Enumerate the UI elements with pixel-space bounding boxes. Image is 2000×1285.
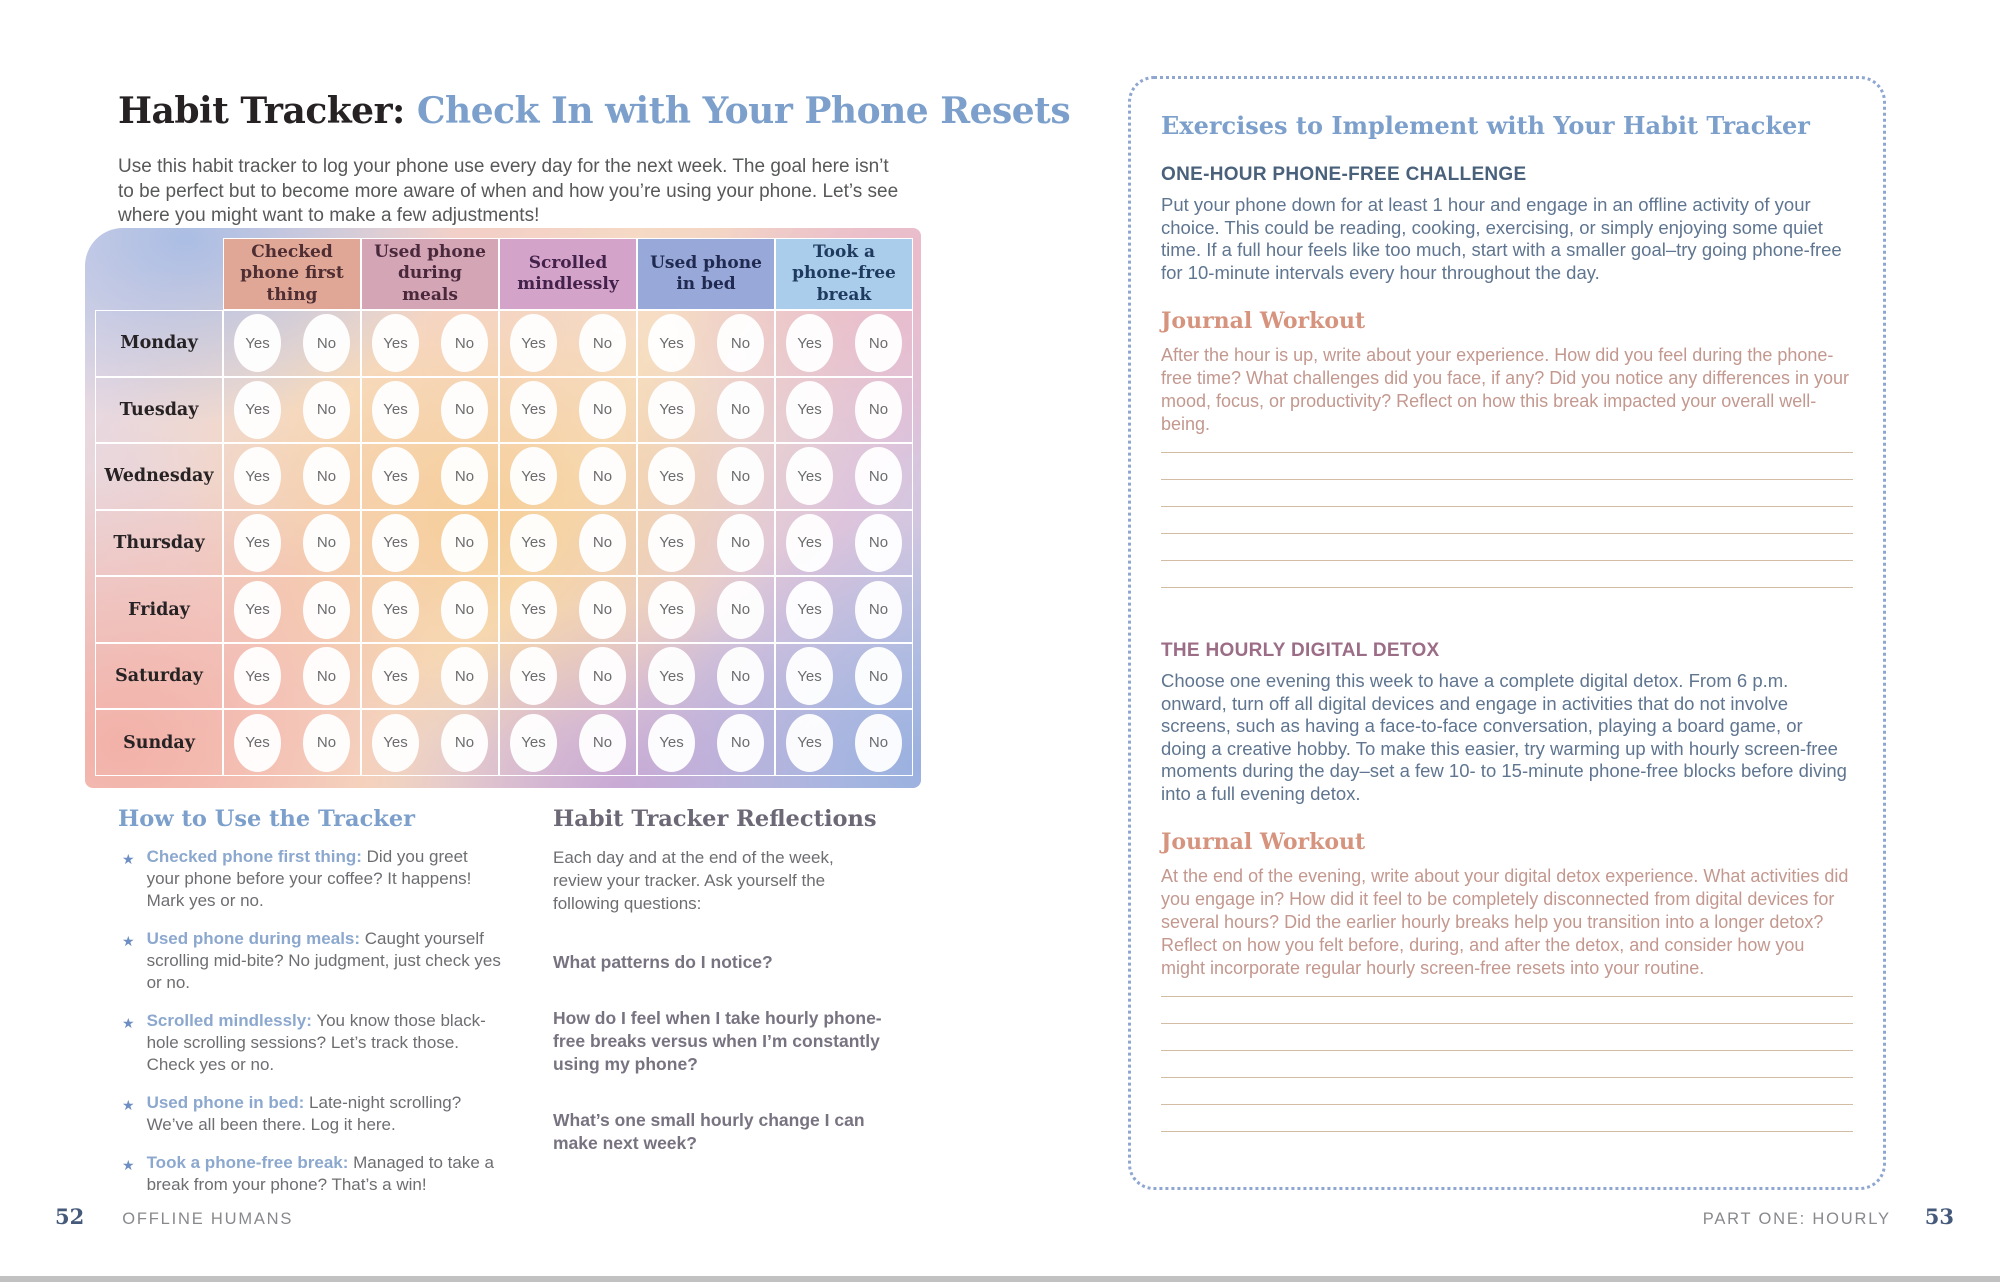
yes-option[interactable]: Yes (648, 314, 695, 372)
legend-label: Checked phone first thing: (146, 847, 362, 866)
yes-option[interactable]: Yes (372, 581, 419, 639)
legend-entry (147, 1092, 504, 1136)
legend-item (118, 928, 504, 994)
yes-option[interactable]: Yes (648, 514, 695, 572)
journal-line (1161, 1050, 1853, 1077)
star-icon: ★ (122, 1097, 135, 1113)
no-option[interactable]: No (717, 381, 764, 439)
tracker-cell (637, 310, 775, 377)
legend-item (118, 1010, 504, 1076)
book-title-footer: OFFLINE HUMANS (122, 1210, 294, 1228)
tracker-cell (223, 643, 361, 710)
legend-item (118, 1092, 504, 1136)
no-option[interactable]: No (717, 314, 764, 372)
title-prefix: Habit Tracker: (118, 90, 405, 133)
yes-option[interactable]: Yes (372, 314, 419, 372)
tracker-cell (223, 576, 361, 643)
tracker-cell (361, 709, 499, 776)
tracker-cell (361, 443, 499, 510)
tracker-cell (361, 377, 499, 444)
challenge-heading: THE HOURLY DIGITAL DETOX (1161, 640, 1440, 661)
legend-label: Took a phone-free break: (146, 1153, 349, 1172)
challenge-body: Put your phone down for at least 1 hour and engage in an offline activity of your choice. This could be reading, cooking, exercising, or simply enjoying some quiet time. If a full hour feels like too much, start with a smaller goal–try going phone-free for 10-minute intervals every hour throughout the day. (1161, 194, 1842, 283)
yes-option[interactable]: Yes (372, 381, 419, 439)
no-option[interactable]: No (855, 647, 902, 705)
no-option[interactable]: No (717, 714, 764, 772)
yes-option[interactable]: Yes (510, 647, 557, 705)
reflection-question: What patterns do I notice? (553, 952, 773, 972)
tracker-cell (637, 576, 775, 643)
no-option[interactable]: No (855, 514, 902, 572)
journal-line (1161, 1077, 1853, 1104)
legend-text: You know those black-hole scrolling sessions? Let’s track those. Check yes or no. (146, 1011, 486, 1074)
legend-text: Caught yourself scrolling mid-bite? No judgment, just check yes or no. (146, 929, 501, 992)
tracker-cell (499, 510, 637, 577)
journal-line (1161, 1023, 1853, 1050)
no-option[interactable]: No (855, 381, 902, 439)
no-option[interactable]: No (579, 447, 626, 505)
journal-line (1161, 479, 1853, 506)
journal-line (1161, 996, 1853, 1023)
yes-option[interactable]: Yes (786, 314, 833, 372)
journal-line (1161, 1104, 1853, 1131)
yes-option[interactable]: Yes (510, 714, 557, 772)
tracker-day-label: Tuesday (95, 377, 223, 444)
journal-lines (1161, 996, 1853, 1158)
tracker-cell (361, 643, 499, 710)
legend-entry (147, 1152, 504, 1196)
yes-option[interactable]: Yes (786, 647, 833, 705)
tracker-cell (361, 310, 499, 377)
legend-item (118, 1152, 504, 1196)
page-edge-strip (0, 1276, 2000, 1282)
tracker-grid (95, 238, 913, 776)
reflections-intro: Each day and at the end of the week, review your tracker. Ask yourself the following questions: (553, 848, 834, 913)
tracker-cell (361, 576, 499, 643)
legend-label: Used phone in bed: (146, 1093, 305, 1112)
journal-line (1161, 1131, 1853, 1158)
no-option[interactable]: No (441, 314, 488, 372)
legend-entry (147, 846, 504, 912)
title-highlight: Check In with Your Phone Resets (416, 90, 1071, 133)
yes-option[interactable]: Yes (234, 647, 281, 705)
star-icon: ★ (122, 1157, 135, 1173)
tracker-cell (499, 310, 637, 377)
tracker-cell (499, 643, 637, 710)
tracker-cell (775, 443, 913, 510)
yes-option[interactable]: Yes (234, 447, 281, 505)
yes-option[interactable]: Yes (510, 514, 557, 572)
reflections-heading: Habit Tracker Reflections (553, 806, 877, 832)
yes-option[interactable]: Yes (510, 447, 557, 505)
exercises-box (1128, 76, 1886, 1190)
tracker-cell (637, 510, 775, 577)
star-icon: ★ (122, 933, 135, 949)
no-option[interactable]: No (855, 714, 902, 772)
how-to-section (118, 806, 504, 1212)
yes-option[interactable]: Yes (786, 581, 833, 639)
journal-line (1161, 506, 1853, 533)
journal-lines (1161, 452, 1853, 614)
tracker-cell (223, 310, 361, 377)
tracker-corner-cell (95, 238, 223, 310)
tracker-cell (361, 510, 499, 577)
star-icon: ★ (122, 1015, 135, 1031)
yes-option[interactable]: Yes (648, 714, 695, 772)
tracker-day-label: Saturday (95, 643, 223, 710)
no-option[interactable]: No (717, 514, 764, 572)
no-option[interactable]: No (303, 514, 350, 572)
yes-option[interactable]: Yes (234, 381, 281, 439)
yes-option[interactable]: Yes (648, 647, 695, 705)
tracker-cell (499, 709, 637, 776)
no-option[interactable]: No (855, 447, 902, 505)
yes-option[interactable]: Yes (234, 514, 281, 572)
left-footer (55, 1204, 293, 1229)
journal-workout-heading: Journal Workout (1161, 829, 1366, 855)
no-option[interactable]: No (717, 581, 764, 639)
reflections-section (553, 806, 885, 1188)
tracker-column-header: Took a phone-free break (775, 238, 913, 310)
tracker-day-label: Sunday (95, 709, 223, 776)
tracker-cell (223, 510, 361, 577)
no-option[interactable]: No (441, 647, 488, 705)
journal-workout-heading: Journal Workout (1161, 308, 1366, 334)
yes-option[interactable]: Yes (786, 447, 833, 505)
star-icon: ★ (122, 851, 135, 867)
yes-option[interactable]: Yes (786, 381, 833, 439)
no-option[interactable]: No (441, 581, 488, 639)
yes-option[interactable]: Yes (372, 714, 419, 772)
legend-text: Managed to take a break from your phone? That’s a win! (146, 1153, 494, 1194)
tracker-cell (499, 377, 637, 444)
no-option[interactable]: No (303, 381, 350, 439)
tracker-column-header: Checked phone first thing (223, 238, 361, 310)
part-footer: PART ONE: HOURLY (1702, 1210, 1891, 1228)
yes-option[interactable]: Yes (648, 447, 695, 505)
reflection-question: What’s one small hourly change I can make next week? (553, 1110, 865, 1153)
reflection-questions (553, 951, 885, 1155)
yes-option[interactable]: Yes (372, 514, 419, 572)
legend-text: Late-night scrolling? We’ve all been there. Log it here. (146, 1093, 462, 1134)
no-option[interactable]: No (855, 314, 902, 372)
tracker-cell (775, 310, 913, 377)
tracker-cell (775, 510, 913, 577)
journal-line (1161, 533, 1853, 560)
no-option[interactable]: No (579, 381, 626, 439)
no-option[interactable]: No (855, 581, 902, 639)
yes-option[interactable]: Yes (372, 447, 419, 505)
tracker-cell (775, 643, 913, 710)
no-option[interactable]: No (717, 447, 764, 505)
exercises-sections (1161, 164, 1853, 1158)
tracker-cell (499, 576, 637, 643)
yes-option[interactable]: Yes (648, 581, 695, 639)
tracker-cell (775, 709, 913, 776)
legend-entry (147, 1010, 504, 1076)
tracker-cell (637, 709, 775, 776)
no-option[interactable]: No (579, 581, 626, 639)
yes-option[interactable]: Yes (372, 647, 419, 705)
exercises-heading: Exercises to Implement with Your Habit Tracker (1161, 111, 1810, 140)
no-option[interactable]: No (303, 314, 350, 372)
journal-line (1161, 587, 1853, 614)
intro-paragraph: Use this habit tracker to log your phone use every day for the next week. The goal here isn’t to be perfect but to become more aware of when and how you’re using your phone. Let’s see where you might want to make a few adjustments! (118, 156, 899, 226)
yes-option[interactable]: Yes (786, 514, 833, 572)
yes-option[interactable]: Yes (234, 314, 281, 372)
challenge-body: Choose one evening this week to have a complete digital detox. From 6 p.m. onward, turn off all digital devices and engage in activities that do not involve screens, such as having a face-to-face conversation, playing a board game, or doing a creative hobby. To make this easier, try warming up with hourly screen-free moments during the day–set a few 10- to 15-minute phone-free blocks before diving into a full evening detox. (1161, 670, 1847, 804)
no-option[interactable]: No (717, 647, 764, 705)
tracker-column-header: Used phone during meals (361, 238, 499, 310)
legend-text: Did you greet your phone before your coffee? It happens! Mark yes or no. (146, 847, 472, 910)
no-option[interactable]: No (579, 314, 626, 372)
tracker-cell (223, 377, 361, 444)
no-option[interactable]: No (441, 381, 488, 439)
tracker-cell (499, 443, 637, 510)
no-option[interactable]: No (579, 647, 626, 705)
challenge-heading: ONE-HOUR PHONE-FREE CHALLENGE (1161, 164, 1527, 185)
yes-option[interactable]: Yes (510, 381, 557, 439)
journal-line (1161, 452, 1853, 479)
no-option[interactable]: No (579, 514, 626, 572)
tracker-column-header: Used phone in bed (637, 238, 775, 310)
yes-option[interactable]: Yes (510, 314, 557, 372)
tracker-day-label: Friday (95, 576, 223, 643)
no-option[interactable]: No (441, 714, 488, 772)
journal-workout-body: After the hour is up, write about your experience. How did you feel during the phone-free time? What challenges did you face, if any? Did you notice any differences in your mood, focus, or productivity? Reflect on how this break impacted your overall well-being. (1161, 345, 1850, 434)
legend-label: Used phone during meals: (146, 929, 361, 948)
tracker-cell (223, 709, 361, 776)
no-option[interactable]: No (441, 514, 488, 572)
no-option[interactable]: No (303, 714, 350, 772)
tracker-column-header: Scrolled mindlessly (499, 238, 637, 310)
page-title (118, 90, 1070, 132)
no-option[interactable]: No (303, 447, 350, 505)
tracker-day-label: Thursday (95, 510, 223, 577)
no-option[interactable]: No (579, 714, 626, 772)
tracker-day-label: Wednesday (95, 443, 223, 510)
right-footer (1703, 1204, 1954, 1229)
tracker-cell (637, 643, 775, 710)
tracker-cell (223, 443, 361, 510)
page-number-left: 52 (55, 1204, 85, 1229)
how-to-heading: How to Use the Tracker (118, 806, 416, 832)
no-option[interactable]: No (303, 647, 350, 705)
yes-option[interactable]: Yes (648, 381, 695, 439)
tracker-cell (637, 377, 775, 444)
page-number-right: 53 (1924, 1204, 1954, 1229)
reflection-question: How do I feel when I take hourly phone-free breaks versus when I’m constantly using my phone? (553, 1008, 882, 1074)
habit-tracker-table (85, 228, 921, 788)
no-option[interactable]: No (441, 447, 488, 505)
tracker-day-label: Monday (95, 310, 223, 377)
tracker-cell (775, 377, 913, 444)
journal-line (1161, 560, 1853, 587)
yes-option[interactable]: Yes (786, 714, 833, 772)
legend-item (118, 846, 504, 912)
no-option[interactable]: No (303, 581, 350, 639)
legend-label: Scrolled mindlessly: (146, 1011, 312, 1030)
tracker-cell (775, 576, 913, 643)
yes-option[interactable]: Yes (234, 714, 281, 772)
yes-option[interactable]: Yes (510, 581, 557, 639)
legend-entry (147, 928, 504, 994)
how-to-list (118, 846, 504, 1196)
tracker-cell (637, 443, 775, 510)
journal-workout-body: At the end of the evening, write about your digital detox experience. What activities did you engage in? How did it feel to be completely disconnected from digital devices for several hours? Did the earlier hourly breaks help you transition into a longer detox? Reflect on how you felt before, during, and after the detox, and consider how you might incorporate regular hourly screen-free resets into your routine. (1161, 866, 1849, 978)
yes-option[interactable]: Yes (234, 581, 281, 639)
